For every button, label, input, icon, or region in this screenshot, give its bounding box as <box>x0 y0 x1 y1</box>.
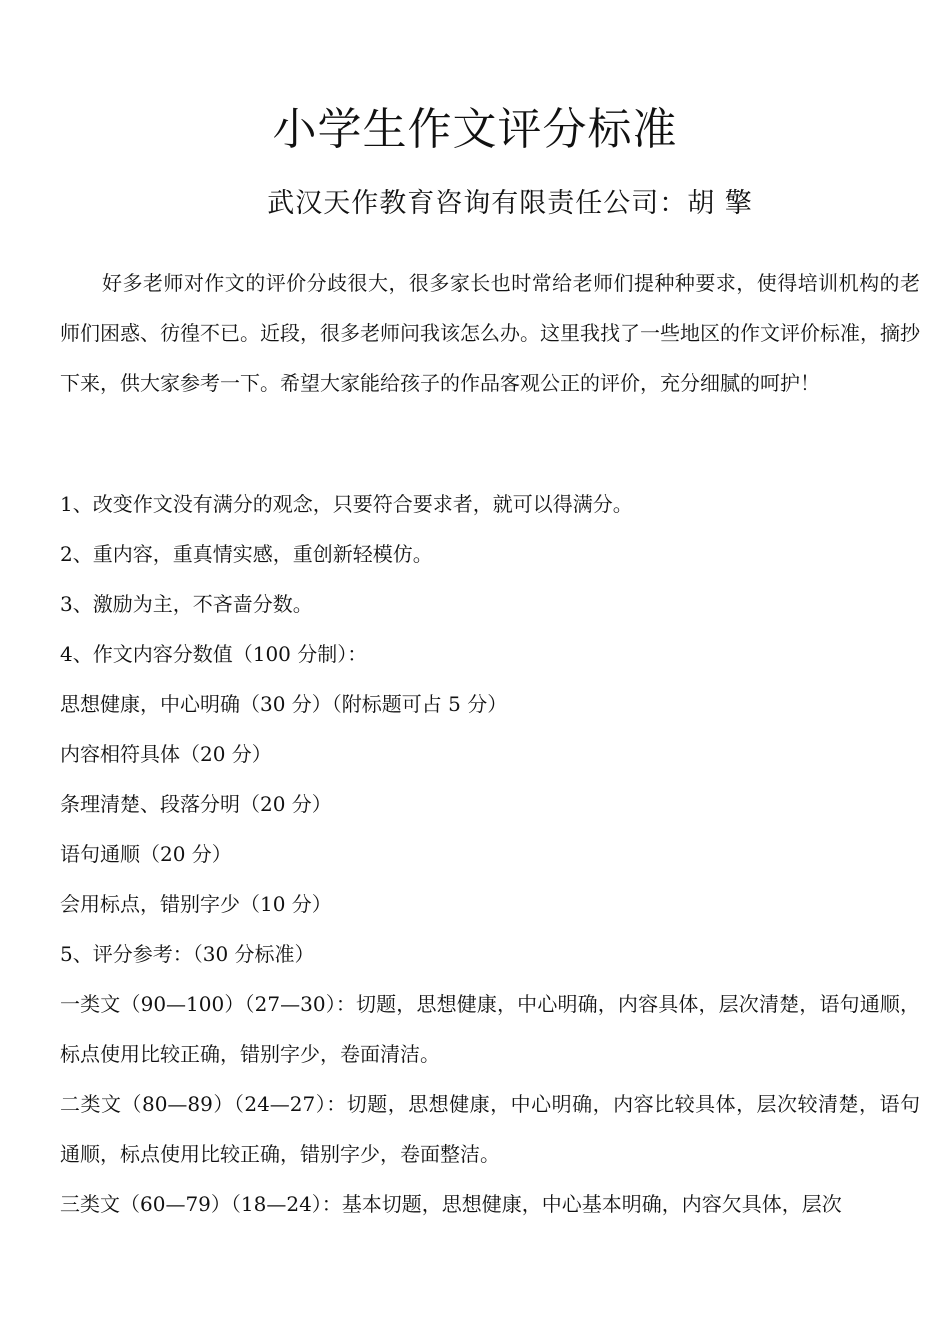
criteria-line: 5、评分参考：（30 分标准） <box>60 942 315 966</box>
criteria-line: 一类文（90—100）（27—30）：切题，思想健康，中心明确，内容具体，层次清楚，语句通顺，标点使用比较正确，错别字少，卷面清洁。 <box>60 992 920 1066</box>
criteria-line: 条理清楚、段落分明（20 分） <box>60 792 332 816</box>
criteria-line: 4、作文内容分数值（100 分制）： <box>60 642 368 666</box>
criteria-line: 二类文（80—89）（24—27）：切题，思想健康，中心明确，内容比较具体，层次较清楚，语句通顺，标点使用比较正确，错别字少，卷面整洁。 <box>60 1092 920 1166</box>
criteria-line: 3、激励为主，不吝啬分数。 <box>60 592 313 616</box>
criteria-line: 思想健康，中心明确（30 分）（附标题可占 5 分） <box>60 692 508 716</box>
document-subtitle: 武汉天作教育咨询有限责任公司：胡 擎 <box>267 188 753 219</box>
criteria-line: 会用标点，错别字少（10 分） <box>60 892 332 916</box>
criteria-line: 内容相符具体（20 分） <box>60 742 272 766</box>
criteria-line: 1、改变作文没有满分的观念，只要符合要求者，就可以得满分。 <box>60 492 633 516</box>
criteria-line: 2、重内容，重真情实感，重创新轻模仿。 <box>60 542 433 566</box>
criteria-line: 三类文（60—79）（18—24）：基本切题，思想健康，中心基本明确，内容欠具体，层次 <box>60 1192 842 1216</box>
intro-paragraph: 好多老师对作文的评价分歧很大，很多家长也时常给老师们提种种要求，使得培训机构的老师们困惑、彷徨不已。近段，很多老师问我该怎么办。这里我找了一些地区的作文评价标准，摘抄下来，供大家参考一下。希望大家能给孩子的作品客观公正的评价，充分细腻的呵护！ <box>60 271 920 395</box>
criteria-list <box>60 479 920 1229</box>
criteria-line: 语句通顺（20 分） <box>60 842 232 866</box>
document-title: 小学生作文评分标准 <box>272 104 678 155</box>
